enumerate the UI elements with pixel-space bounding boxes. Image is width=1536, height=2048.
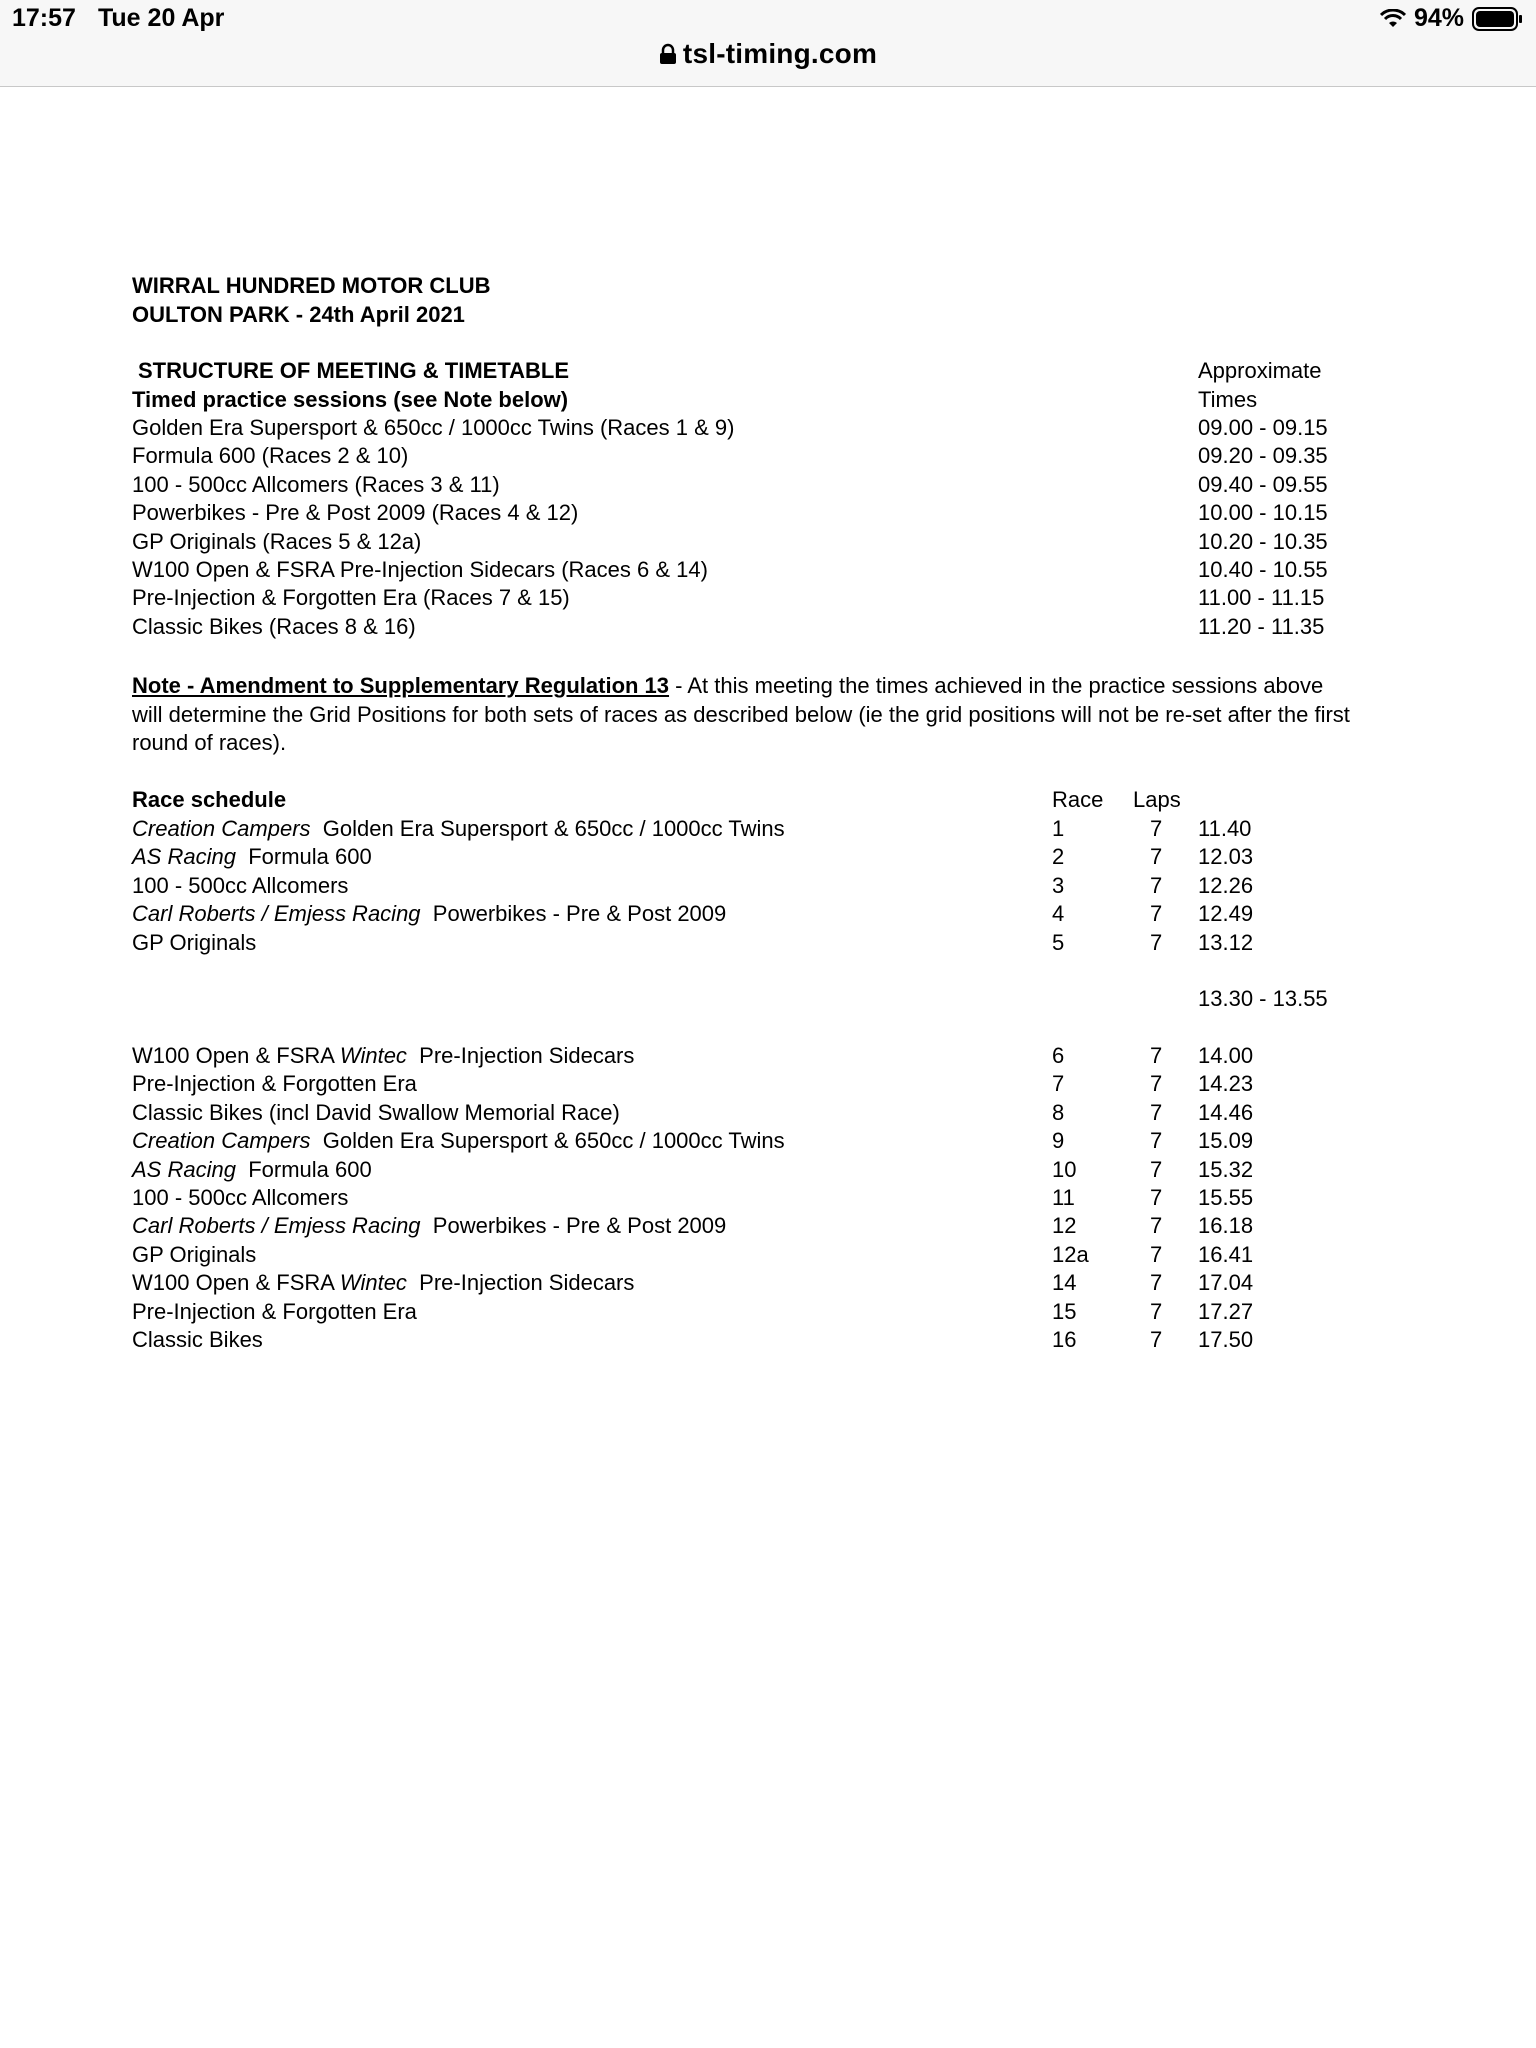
race-class: Pre-Injection Sidecars: [419, 1043, 635, 1068]
race-sponsor: AS Racing: [132, 844, 236, 870]
race-name: [132, 900, 726, 928]
race-laps: 7: [1150, 1156, 1163, 1182]
race-class: GP Originals: [132, 1241, 257, 1267]
race-class: Golden Era Supersport & 650cc / 1000cc Twins: [322, 816, 785, 841]
race-name: [132, 1298, 417, 1326]
race-time: 15.09: [1198, 1128, 1254, 1154]
practice-session-name: Powerbikes - Pre & Post 2009 (Races 4 & 12): [132, 500, 579, 526]
practice-session-time: 09.40 - 09.55: [1198, 471, 1328, 497]
race-time: 17.04: [1198, 1270, 1254, 1296]
race-number: 10: [1052, 1156, 1077, 1182]
race-class: Formula 600: [248, 1156, 372, 1182]
race-time: 14.23: [1198, 1071, 1254, 1097]
practice-session-name: Formula 600 (Races 2 & 10): [132, 443, 409, 469]
race-class: Pre-Injection & Forgotten Era: [132, 1298, 417, 1324]
race-sponsor: Wintec: [339, 1270, 407, 1296]
race-name: [132, 1184, 348, 1212]
race-name: [132, 1070, 417, 1098]
practice-session-name: W100 Open & FSRA Pre-Injection Sidecars (Races 6 & 14): [132, 557, 708, 582]
race-sponsor: Carl Roberts / Emjess Racing: [132, 901, 421, 927]
race-name: [132, 1326, 263, 1354]
race-laps: 7: [1150, 929, 1163, 955]
race-laps: 7: [1150, 1185, 1163, 1210]
note-heading: Note - Amendment to Supplementary Regulation 13: [132, 673, 670, 698]
race-schedule-title: Race schedule: [132, 787, 287, 812]
race-time: 11.40: [1198, 816, 1252, 841]
url-text[interactable]: tsl-timing.com: [682, 38, 878, 69]
race-number: 14: [1052, 1270, 1077, 1296]
practice-session-name: Pre-Injection & Forgotten Era (Races 7 & 15): [132, 585, 570, 611]
race-laps: 7: [1150, 1128, 1163, 1154]
structure-title: STRUCTURE OF MEETING & TIMETABLE: [138, 358, 570, 383]
race-name: [132, 1099, 620, 1127]
status-date: Tue 20 Apr: [98, 4, 225, 32]
break-time: 13.30 - 13.55: [1198, 986, 1328, 1011]
race-time: 13.12: [1198, 929, 1254, 955]
race-time: 16.18: [1198, 1213, 1254, 1239]
race-number: 12: [1052, 1213, 1077, 1239]
club-name: WIRRAL HUNDRED MOTOR CLUB: [132, 273, 491, 298]
race-time: 12.26: [1198, 872, 1254, 898]
race-class: 100 - 500cc Allcomers: [132, 1185, 349, 1210]
race-number: 2: [1052, 844, 1065, 870]
race-name: [132, 1042, 634, 1070]
race-class: Classic Bikes (incl David Swallow Memorial Race): [132, 1099, 620, 1125]
race-time: 12.49: [1198, 901, 1254, 927]
race-class: W100 Open & FSRA: [132, 1270, 334, 1296]
race-number: 5: [1052, 929, 1065, 955]
race-number: 16: [1052, 1327, 1077, 1352]
race-class: 100 - 500cc Allcomers: [132, 872, 349, 898]
race-class: W100 Open & FSRA: [132, 1043, 334, 1068]
race-number: 12a: [1052, 1241, 1089, 1267]
race-time: 14.00: [1198, 1043, 1254, 1068]
race-class: Golden Era Supersport & 650cc / 1000cc Twins: [322, 1128, 785, 1154]
race-name: [132, 1269, 634, 1297]
practice-session-time: 11.20 - 11.35: [1198, 613, 1325, 639]
race-number: 11: [1052, 1185, 1075, 1210]
practice-session-name: 100 - 500cc Allcomers (Races 3 & 11): [132, 471, 500, 497]
battery-percent: 94%: [1413, 4, 1464, 32]
race-laps: 7: [1150, 872, 1163, 898]
race-time: 12.03: [1198, 844, 1254, 870]
race-number: 3: [1052, 872, 1065, 898]
race-laps: 7: [1150, 1043, 1163, 1068]
race-laps: 7: [1150, 816, 1163, 841]
race-sponsor: Carl Roberts / Emjess Racing: [132, 1213, 421, 1239]
race-number: 9: [1052, 1128, 1065, 1154]
race-class: Classic Bikes: [132, 1327, 263, 1352]
race-number: 7: [1052, 1071, 1065, 1097]
race-number: 8: [1052, 1099, 1065, 1125]
race-name: [132, 929, 256, 957]
practice-session-name: Classic Bikes (Races 8 & 16): [132, 613, 416, 639]
race-number: 1: [1052, 816, 1065, 841]
race-name: [132, 1156, 372, 1184]
race-name: [132, 1127, 785, 1155]
race-laps: 7: [1150, 1241, 1163, 1267]
note-paragraph: [132, 672, 1352, 758]
race-time: 17.50: [1198, 1327, 1254, 1352]
race-number: 6: [1052, 1043, 1065, 1068]
race-time: 17.27: [1198, 1298, 1254, 1324]
practice-session-time: 09.20 - 09.35: [1198, 443, 1328, 469]
venue-date: OULTON PARK - 24th April 2021: [132, 302, 465, 327]
race-class: Powerbikes - Pre & Post 2009: [432, 1213, 727, 1239]
race-class: Formula 600: [248, 844, 372, 870]
note-text: - At this meeting the times achieved in the practice sessions above will determine the Grid Positions for both sets of races as described below (ie the grid positions will not be re-set after the first round of races).: [132, 673, 1350, 755]
practice-session-time: 11.00 - 11.15: [1198, 585, 1325, 611]
race-laps: 7: [1150, 844, 1163, 870]
race-time: 16.41: [1198, 1241, 1254, 1267]
race-class: Powerbikes - Pre & Post 2009: [432, 901, 727, 927]
race-time: 15.32: [1198, 1156, 1254, 1182]
race-name: [132, 815, 785, 843]
race-laps: 7: [1150, 1213, 1163, 1239]
race-laps: 7: [1150, 901, 1163, 927]
race-laps: 7: [1150, 1270, 1163, 1296]
practice-session-time: 09.00 - 09.15: [1198, 415, 1328, 440]
practice-session-time: 10.00 - 10.15: [1198, 500, 1328, 526]
status-time: 17:57: [12, 4, 76, 32]
race-sponsor: Wintec: [339, 1043, 407, 1068]
race-time: 14.46: [1198, 1099, 1254, 1125]
race-class: GP Originals: [132, 929, 257, 955]
race-laps: 7: [1150, 1099, 1163, 1125]
race-column-header: Race: [1052, 787, 1104, 812]
race-name: [132, 872, 348, 900]
practice-title: Timed practice sessions (see Note below): [132, 387, 569, 412]
race-class: Pre-Injection Sidecars: [419, 1270, 635, 1296]
practice-session-name: GP Originals (Races 5 & 12a): [132, 528, 422, 554]
approx-label: Approximate: [1198, 358, 1322, 383]
race-time: 15.55: [1198, 1185, 1254, 1210]
race-name: [132, 843, 372, 871]
times-label: Times: [1198, 387, 1258, 412]
race-laps: 7: [1150, 1298, 1163, 1324]
practice-session-time: 10.40 - 10.55: [1198, 557, 1328, 582]
race-sponsor: Creation Campers: [132, 816, 311, 841]
race-class: Pre-Injection & Forgotten Era: [132, 1071, 417, 1097]
race-sponsor: AS Racing: [132, 1156, 236, 1182]
practice-session-name: Golden Era Supersport & 650cc / 1000cc Twins (Races 1 & 9): [132, 415, 735, 440]
race-name: [132, 1241, 256, 1269]
race-laps: 7: [1150, 1071, 1163, 1097]
race-number: 4: [1052, 901, 1065, 927]
laps-column-header: Laps: [1133, 787, 1181, 812]
race-number: 15: [1052, 1298, 1077, 1324]
race-sponsor: Creation Campers: [132, 1128, 311, 1154]
practice-session-time: 10.20 - 10.35: [1198, 528, 1328, 554]
race-name: [132, 1212, 726, 1240]
race-laps: 7: [1150, 1327, 1163, 1352]
